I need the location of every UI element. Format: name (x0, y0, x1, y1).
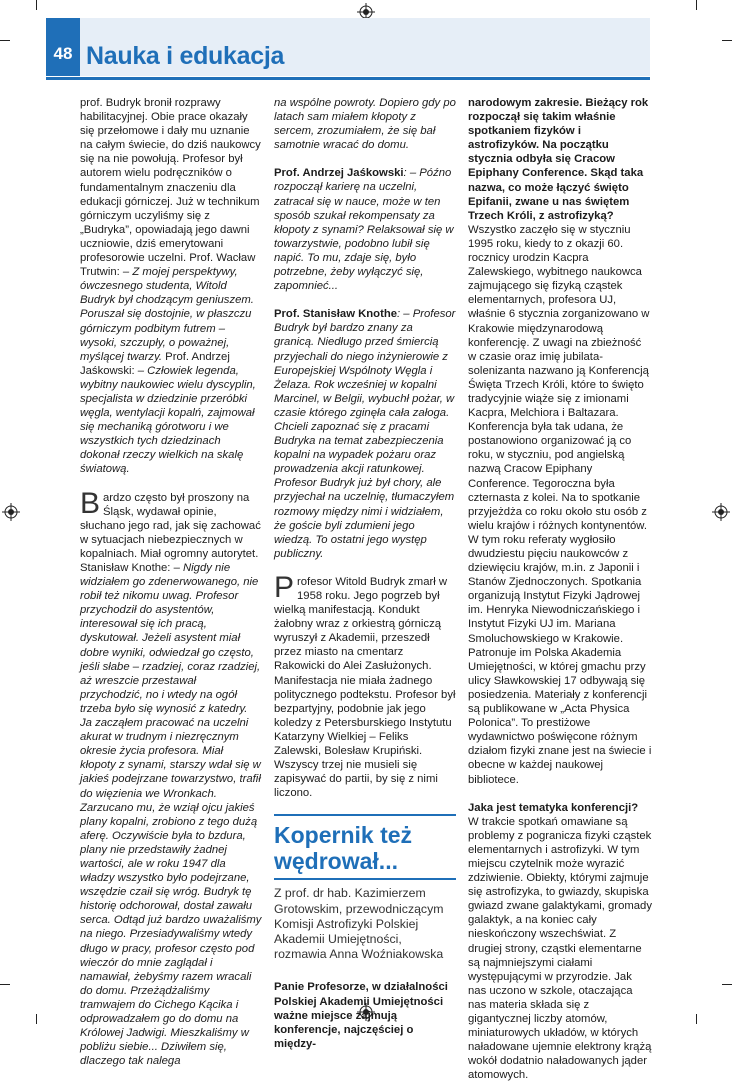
crop-mark (36, 1014, 37, 1024)
crop-mark (0, 984, 10, 985)
crop-mark (36, 0, 37, 10)
crop-mark (696, 1014, 697, 1024)
body-text: Prof. Andrzej Jaśkowski: (80, 350, 230, 377)
body-text: prof. Budryk bronił rozprawy habilitacyjnej. Obie prace okazały się przełomowe i dały mu uznanie na całym świecie, do dziś naukowcy się na nie powołują. Profesor był autorem wielu podręczników o fundamentalnym znaczeniu dla edukacji górniczej. Już w technikum górniczym uczyliśmy się z „Budryka”, opowiadają jego dawni uczniowie, dziś emerytowani profesorowie uczelni. Prof. Wacław Trutwin: (80, 97, 261, 279)
paragraph (80, 486, 262, 1069)
registration-mark-icon (2, 503, 20, 521)
paragraph (80, 96, 262, 477)
subhead-rule (274, 814, 456, 816)
article-column-1 (80, 96, 262, 1068)
article-column-3 (468, 96, 652, 1082)
page-number: 48 (53, 44, 73, 63)
header-rule (46, 77, 650, 80)
crop-mark (722, 984, 732, 985)
interview-question: Jaka jest tematyka konferencji? (468, 801, 639, 814)
quote-text: : – Profesor Budryk był bardzo znany za granicą. Niedługo przed śmiercią przyjechali do niego inżynierowie z Europejskiej Wspólnoty Węgla i Żelaza. Rok wcześniej w kopalni Marcinel, w Belgii, wybuchł pożar, w czasie którego zginęła cała załoga. Chcieli zapoznać się z pracami Budryka na temat zabezpieczenia kopalni na wypadek pożaru oraz prowadzenia akcji ratunkowej. Profesor Budryk już był chory, ale przyjechał na uczelnię, tłumaczyłem rozmowy między nimi i widziałem, że goście byli zdumieni jego wiedzą. To ostatni jego występ publiczny. (274, 308, 456, 560)
crop-mark (722, 40, 732, 41)
article-column-2 (274, 96, 456, 1051)
section-title: Nauka i edukacja (86, 42, 285, 70)
interview-answer: Wszystko zaczęło się w styczniu 1995 roku, kiedy to z okazji 60. rocznicy urodzin Kacpra Zalewskiego, wybitnego naukowca zajmującego się fizyką cząstek elementarnych, profesora UJ, właśnie 6 stycznia zorganizowano w Krakowie międzynarodową konferencję. Z uwagi na zbieżność w czasie oraz imię jubilata-solenizanta nazwano ją Konferencją Święta Trzech Króli, które to święto tradycyjnie wiąże się z imionami Kacpra, Melchiora i Baltazara. Konferencja była tak udana, że postanowiono organizować ją co roku, w styczniu, pod angielską nazwą Cracow Epiphany Conference. Tegoroczna była czternasta z kolei. Na to spotkanie przyjeżdża co roku około stu osób z wielu krajów i różnych kontynentów. W tym roku referaty wygłosiło dwudziestu pięciu naukowców z dziewięciu krajów, m.in. z Japonii i Stanów Zjednoczonych. Spotkania organizują Instytut Fizyki Jądrowej im. Henryka Niewodniczańskiego i Instytut Fizyki UJ im. Mariana Smoluchowskiego w Krakowie. Patronuje im Polska Akademia Umiejętności, w której gmachu przy ulicy Sławkowskiej 17 odbywają się posiedzenia. Materiały z konferencji są publikowane w „Acta Physica Polonica”. To prestiżowe wydawnictwo poświęcone różnym działom fizyki znane jest na świecie i obecne w każdej naukowej bibliotece. (468, 223, 652, 786)
quote-text: – Z mojej perspektywy, ówczesnego studenta, Witold Budryk był chodzącym geniuszem. Poruszał się dostojnie, w płaszczu górniczym podbitym futrem – wysoki, szczupły, o poważnej, myślącej twarzy. (80, 266, 254, 363)
interview-intro: Z prof. dr hab. Kazimierzem Grotowskim, przewodniczącym Komisji Astrofizyki Polskiej Akademii Umiejętności, rozmawia Anna Woźniakowska (274, 886, 444, 962)
paragraph (274, 570, 456, 801)
speaker-name: Prof. Stanisław Knothe (274, 308, 398, 321)
quote-text: – Człowiek legenda, wybitny naukowiec wielu dyscyplin, specjalista w dziedzinie przeróbki węgla, wentylacji kopalń, zajmował się mechaniką górotworu i we wszystkich tych dziedzinach dokonał rzeczy wielkich na skalę światową. (80, 364, 256, 476)
drop-cap: P (274, 570, 295, 604)
registration-mark-icon (712, 503, 730, 521)
crop-mark (696, 0, 697, 10)
body-text: rofesor Witold Budryk zmarł w 1958 roku. Jego pogrzeb był wielką manifestacją. Kondukt żałobny wraz z orkiestrą górniczą wyruszył z Akademii, przeszedł przez miasto na cmentarz Rakowicki do Alei Zasłużonych. Manifestacja nie miała żadnego politycznego podtekstu. Profesor był bezpartyjny, podobnie jak jego koledzy z Petersburskiego Instytutu Katarzyny Wielkiej – Feliks Zalewski, Bolesław Krupiński. Wszyscy trzej nie musieli się zapisywać do partii, by się z nimi liczono. (274, 575, 456, 800)
speaker-name: Prof. Andrzej Jaśkowski (274, 167, 404, 180)
interview-answer: W trakcie spotkań omawiane są problemy z pogranicza fizyki cząstek elementarnych i astrofizyki. W tym miejscu czytelnik może wyrazić zdziwienie. Obiekty, którymi zajmuje się astrofizyka, to gwiazdy, skupiska gwiazd zwane galaktykami, gromady galaktyk, a na koniec cały nieskończony wszechświat. Z drugiej strony, cząstki elementarne są najmniejszymi ciałami występującymi w przyrodzie. Jak nas uczono w szkole, otaczająca nas materia składa się z gigantycznej liczby atomów, miniaturowych układów, w których naładowane ujemnie elektrony krążą wokół dodatnio naładowanych jąder atomowych. (468, 815, 652, 1082)
subhead-rule (274, 878, 456, 880)
interview-title: Kopernik też wędrował... (274, 822, 413, 875)
quote-paragraph: na wspólne powroty. Dopiero gdy po latach sam miałem kłopoty z sercem, zrozumiałem, że się bał samotnie wracać do domu. (274, 97, 456, 152)
drop-cap: B (80, 486, 101, 520)
crop-mark (0, 40, 10, 41)
interview-question: Panie Profesorze, w działalności Polskiej Akademii Umiejętności ważne miejsce zajmują konferencje, najczęściej o między- (274, 981, 448, 1050)
quote-text: : – Późno rozpoczął karierę na uczelni, zatracał się w nauce, może w ten sposób szukał rekompensaty za kłopoty z synami? Relaksował się w towarzystwie, podobno lubił się napić. To mu, zdaje się, było potrzebne, żeby wyłączyć się, zapomnieć... (274, 167, 454, 293)
quote-text: – Nigdy nie widziałem go zdenerwowanego, nie robił też nikomu uwag. Profesor przychodził do asystentów, interesował się ich pracą, dyskutował. Jeżeli asystent miał dobre wyniki, odwiedzał go często, jeśli słabe – rzadziej, coraz rzadziej, aż wreszcie przestawał przychodzić, no i wtedy na ogół trzeba było się wynosić z katedry. Ja zacząłem pracować na uczelni akurat w trudnym i niezręcznym okresie życia profesora. Miał kłopoty z synami, starszy wdał się w jakieś podejrzane towarzystwo, trafił do więzienia we Wronkach. Zarzucano mu, że wziął ojcu jakieś plany kopalni, zrobiono z tego dużą aferę. Oczywiście była to bzdura, plany nie przedstawiły żadnej wartości, ale w roku 1947 dla władzy wszystko było podejrzane, wszędzie czaił się wróg. Budryk tę historię odchorował, dostał zawału serca. Odtąd już bardzo uważaliśmy na niego. Przesiadywaliśmy wtedy długo w pracy, profesor często pod wieczór do mnie zaglądał i namawiał, żebyśmy razem wracali do domu. Przeżądżaliśmy tramwajem do Cichego Kącika i odprowadzałem go do domu na Królowej Jadwigi. Mieszkaliśmy w pobliżu siebie... Dziwiłem się, dlaczego tak nalega (80, 562, 262, 1068)
body-text: ardzo często był proszony na Śląsk, wydawał opinie, słuchano jego rad, jak się zachować w sytuacjach niebezpiecznych w kopalniach. Miał ogromny autorytet. Stanisław Knothe: (80, 491, 261, 574)
paragraph (274, 166, 456, 293)
paragraph (274, 307, 456, 561)
interview-question: narodowym zakresie. Bieżący rok rozpoczął się takim właśnie spotkaniem fizyków i astrofizyków. Na początku stycznia odbyła się Cracow Epiphany Conference. Skąd taka nazwa, co może łączyć święto Epifanii, zwane u nas świętem Trzech Króli, z astrofizyką? (468, 97, 649, 222)
